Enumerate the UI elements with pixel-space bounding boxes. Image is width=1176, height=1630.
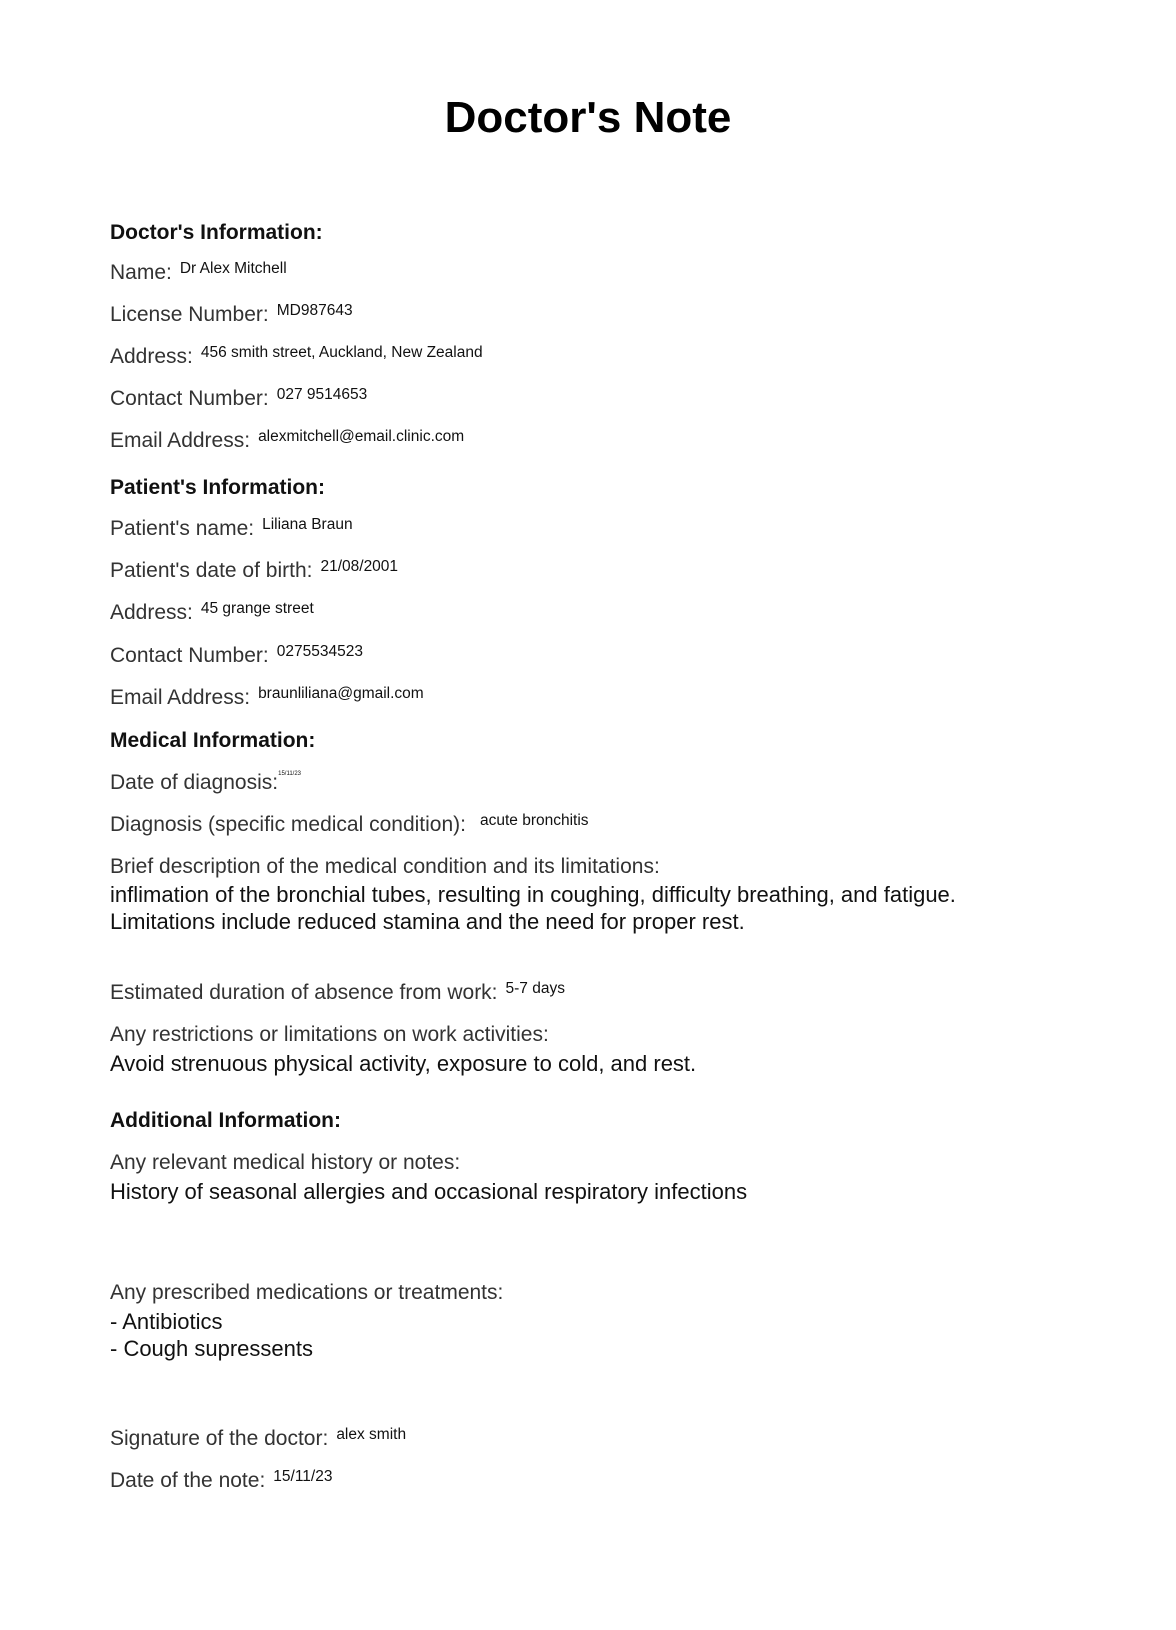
page-title: Doctor's Note: [444, 93, 732, 142]
patient-info-heading: Patient's Information:: [110, 476, 326, 499]
doctor-address-value: 456 smith street, Auckland, New Zealand: [200, 344, 483, 361]
patient-address-value: 45 grange street: [200, 600, 314, 617]
patient-name-row: [110, 518, 353, 539]
signature-value: alex smith: [336, 1426, 407, 1443]
signature-label: Signature of the doctor:: [110, 1427, 329, 1450]
absence-label: Estimated duration of absence from work:: [110, 981, 498, 1004]
note-date-label: Date of the note:: [110, 1469, 266, 1492]
description-label: Brief description of the medical condition and its limitations:: [110, 855, 660, 878]
patient-contact-value: 0275534523: [276, 643, 363, 660]
doctor-license-value: MD987643: [276, 302, 353, 319]
doctor-contact-row: [110, 388, 367, 409]
medication-item: - Cough supressents: [110, 1336, 313, 1361]
doctor-contact-label: Contact Number:: [110, 387, 269, 410]
history-label: Any relevant medical history or notes:: [110, 1151, 461, 1174]
description-line-1: inflimation of the bronchial tubes, resulting in coughing, difficulty breathing, and fatigue.: [110, 882, 956, 907]
diagnosis-date-value: 15/11/23: [278, 771, 302, 777]
diagnosis-value: acute bronchitis: [480, 812, 589, 829]
patient-email-label: Email Address:: [110, 686, 251, 709]
patient-dob-value: 21/08/2001: [320, 558, 399, 575]
doctor-email-label: Email Address:: [110, 429, 251, 452]
doctor-address-label: Address:: [110, 345, 193, 368]
diagnosis-date-row: [110, 772, 301, 793]
diagnosis-label: Diagnosis (specific medical condition):: [110, 813, 466, 836]
doctor-name-row: [110, 262, 287, 283]
medical-info-heading: Medical Information:: [110, 729, 316, 752]
medication-item: - Antibiotics: [110, 1309, 223, 1334]
patient-address-row: [110, 602, 314, 623]
doctor-email-row: [110, 430, 464, 451]
doctor-license-label: License Number:: [110, 303, 269, 326]
absence-row: [110, 982, 565, 1003]
diagnosis-date-label: Date of diagnosis:: [110, 771, 279, 794]
doctor-email-value: alexmitchell@email.clinic.com: [258, 428, 465, 445]
patient-dob-row: [110, 560, 398, 581]
signature-row: [110, 1428, 406, 1449]
diagnosis-row: [110, 814, 589, 835]
patient-name-value: Liliana Braun: [262, 516, 353, 533]
medications-label: Any prescribed medications or treatments:: [110, 1281, 504, 1304]
patient-email-value: braunliliana@gmail.com: [258, 685, 424, 702]
patient-dob-label: Patient's date of birth:: [110, 559, 313, 582]
patient-address-label: Address:: [110, 601, 193, 624]
doctor-name-value: Dr Alex Mitchell: [179, 260, 287, 277]
patient-contact-label: Contact Number:: [110, 644, 269, 667]
description-line-2: Limitations include reduced stamina and the need for proper rest.: [110, 909, 745, 934]
patient-email-row: [110, 687, 424, 708]
absence-value: 5-7 days: [505, 980, 565, 997]
doctor-info-heading: Doctor's Information:: [110, 221, 323, 244]
doctor-name-label: Name:: [110, 261, 172, 284]
note-date-row: [110, 1470, 332, 1491]
restrictions-value: Avoid strenuous physical activity, exposure to cold, and rest.: [110, 1051, 697, 1076]
doctor-contact-value: 027 9514653: [276, 386, 368, 403]
note-date-value: 15/11/23: [273, 1468, 333, 1485]
doctor-address-row: [110, 346, 483, 367]
history-value: History of seasonal allergies and occasional respiratory infections: [110, 1179, 748, 1204]
doctor-license-row: [110, 304, 353, 325]
restrictions-label: Any restrictions or limitations on work activities:: [110, 1023, 549, 1046]
patient-name-label: Patient's name:: [110, 517, 255, 540]
patient-contact-row: [110, 645, 363, 666]
additional-info-heading: Additional Information:: [110, 1109, 341, 1132]
